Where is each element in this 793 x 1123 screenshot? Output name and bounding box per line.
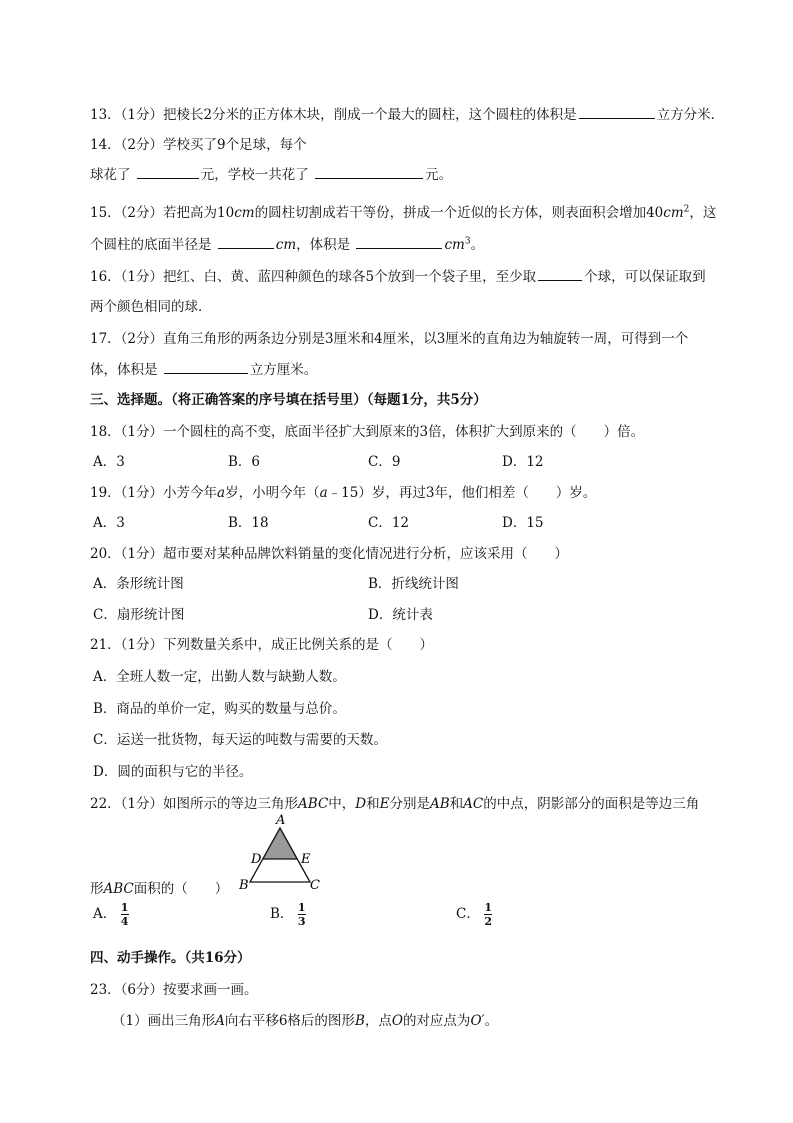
unit-cm: cm	[234, 205, 255, 221]
option-d[interactable]: D．12	[502, 454, 544, 470]
q17-text: 17．（2分）直角三角形的两条边分别是3厘米和4厘米，以3厘米的直角边为轴旋转一周，可得到一个	[90, 331, 689, 347]
superscript: 3	[464, 236, 471, 247]
option-b[interactable]: B．商品的单价一定，购买的数量与总价。	[93, 701, 346, 717]
question-17	[90, 327, 688, 347]
option-c[interactable]: C．运送一批货物，每天运的吨数与需要的天数。	[93, 732, 387, 748]
q13-text: 13．（1分）把棱长2分米的正方体木块，削成一个最大的圆柱，这个圆柱的体积是	[90, 107, 577, 123]
question-16-line2	[90, 295, 212, 315]
question-22	[90, 792, 699, 812]
vertex-b-label: B	[239, 878, 249, 892]
label-ab: AB	[429, 796, 450, 812]
option-c[interactable]: C．12	[368, 515, 410, 531]
vertex-a-label: A	[276, 813, 286, 828]
option-a[interactable]: A．全班人数一定，出勤人数与缺勤人数。	[93, 669, 346, 685]
option-a[interactable]	[93, 902, 129, 927]
unit-cm: cm	[444, 237, 465, 253]
q16-text: 两个颜色相同的球．	[90, 299, 212, 315]
q15-text: 个圆柱的底面半径是	[90, 237, 212, 253]
point-o-prime-label: O′	[470, 1013, 485, 1029]
answer-blank[interactable]	[218, 234, 274, 249]
label-abc: ABC	[103, 881, 134, 897]
triangle-figure	[238, 810, 328, 892]
answer-blank[interactable]	[315, 164, 423, 179]
numerator: 1	[297, 901, 306, 914]
shape-a-label: A	[215, 1013, 225, 1029]
question-20: 20．（1分）超市要对某种品牌饮料销量的变化情况进行分析，应该采用（ ）	[90, 546, 569, 562]
q23-text: 向右平移6格后的图形	[224, 1013, 355, 1029]
question-22-line2	[90, 877, 228, 897]
vertex-d-label: D	[251, 852, 262, 867]
q22-text: 形	[90, 881, 104, 897]
q22-text: 22．（1分）如图所示的等边三角形	[90, 796, 299, 812]
vertex-c-label: C	[310, 878, 320, 892]
vertex-e-label: E	[301, 852, 311, 867]
q19-text: 岁，小明今年（	[225, 485, 320, 501]
q22-text: 中，	[328, 796, 356, 812]
answer-blank[interactable]	[579, 104, 655, 119]
q22-text: 分别是	[389, 796, 430, 812]
q15-text: 的圆柱切割成若干等份，拼成一个近似的长方体，则表面积会增加40	[254, 205, 664, 221]
option-a[interactable]: A．条形统计图	[93, 576, 184, 592]
option-letter: A．	[93, 906, 117, 922]
option-d[interactable]: D．统计表	[368, 607, 433, 623]
fraction	[298, 902, 306, 927]
denominator: 3	[297, 915, 306, 928]
section-heading: 四、动手操作。（共16分）	[90, 950, 251, 966]
answer-blank[interactable]	[164, 359, 248, 374]
option-b[interactable]: B．折线统计图	[368, 576, 459, 592]
option-d[interactable]: D．15	[502, 515, 544, 531]
answer-blank[interactable]	[137, 164, 199, 179]
question-23: 23．（6分）按要求画一画。	[90, 982, 258, 998]
option-b[interactable]: B．6	[228, 454, 261, 470]
superscript: 2	[683, 204, 690, 215]
point-o-label: O	[391, 1013, 403, 1029]
q17-text: 立方厘米。	[249, 362, 318, 378]
answer-blank[interactable]	[538, 266, 582, 281]
label-ac: AC	[463, 796, 484, 812]
option-a[interactable]: A．3	[93, 515, 125, 531]
denominator: 4	[120, 915, 129, 928]
q19-text: 19．（1分）小芳今年	[90, 485, 218, 501]
q14-text: 球花了	[90, 167, 131, 183]
section-heading: 三、选择题。（将正确答案的序号填在括号里）（每题1分，共5分）	[90, 392, 487, 408]
question-15	[90, 201, 716, 221]
option-letter: C．	[456, 906, 480, 922]
q17-text: 体，体积是	[90, 362, 158, 378]
q14-text: 14．（2分）学校买了9个足球，每个	[90, 137, 307, 153]
question-23-part1	[112, 1009, 498, 1029]
variable-a: a	[217, 485, 226, 501]
q15-text: ，这	[689, 205, 717, 221]
question-14	[90, 133, 307, 153]
option-c[interactable]: C．扇形统计图	[93, 607, 185, 623]
option-letter: B．	[270, 906, 294, 922]
q22-text: 和	[366, 796, 380, 812]
q19-text: ﹣15）岁，再过3年，他们相差（ ）岁。	[327, 485, 597, 501]
numerator: 1	[120, 901, 129, 914]
question-14-line2	[90, 163, 452, 183]
q15-text: 。	[470, 237, 485, 253]
variable-a: a	[319, 485, 328, 501]
q22-text: 和	[449, 796, 464, 812]
shaded-triangle	[263, 828, 297, 859]
q23-text: 的对应点为	[402, 1013, 471, 1029]
q23-text: ，点	[364, 1013, 392, 1029]
question-13	[90, 103, 724, 123]
q22-text: 的中点，阴影部分的面积是等边三角	[483, 796, 700, 812]
question-17-line2	[90, 358, 317, 378]
q23-text: 。	[484, 1013, 499, 1029]
answer-blank[interactable]	[356, 234, 442, 249]
q13-text-end: 立方分米．	[656, 107, 725, 123]
denominator: 2	[484, 915, 492, 928]
option-b[interactable]	[270, 902, 306, 927]
q15-text: 15．（2分）若把高为10	[90, 205, 235, 221]
label-d: D	[355, 796, 367, 812]
fraction	[484, 902, 492, 927]
q22-text: 面积的（ ）	[133, 881, 229, 897]
question-16	[90, 265, 706, 285]
label-abc: ABC	[298, 796, 329, 812]
q14-text: 元。	[425, 167, 453, 183]
q14-text: 元，学校一共花了	[200, 167, 309, 183]
option-b[interactable]: B．18	[228, 515, 269, 531]
question-19	[90, 481, 596, 501]
q15-text: ，体积是	[296, 237, 351, 253]
option-c[interactable]: C．9	[368, 454, 401, 470]
unit-cm: cm	[275, 237, 297, 253]
fraction	[121, 902, 129, 927]
question-15-line2	[90, 233, 484, 253]
q16-text: 个球，可以保证取到	[584, 269, 706, 285]
option-d[interactable]: D．圆的面积与它的半径。	[93, 764, 253, 780]
option-a[interactable]: A．3	[93, 454, 125, 470]
numerator: 1	[484, 901, 492, 914]
question-21: 21．（1分）下列数量关系中，成正比例关系的是（ ）	[90, 637, 434, 653]
option-c[interactable]	[456, 902, 492, 927]
q16-text: 16．（1分）把红、白、黄、蓝四种颜色的球各5个放到一个袋子里，至少取	[90, 269, 537, 285]
shape-b-label: B	[354, 1013, 365, 1029]
label-e: E	[379, 796, 390, 812]
unit-cm: cm	[663, 205, 684, 221]
question-18: 18．（1分）一个圆柱的高不变，底面半径扩大到原来的3倍，体积扩大到原来的（ ）倍。	[90, 424, 645, 440]
q23-text: （1）画出三角形	[112, 1013, 216, 1029]
